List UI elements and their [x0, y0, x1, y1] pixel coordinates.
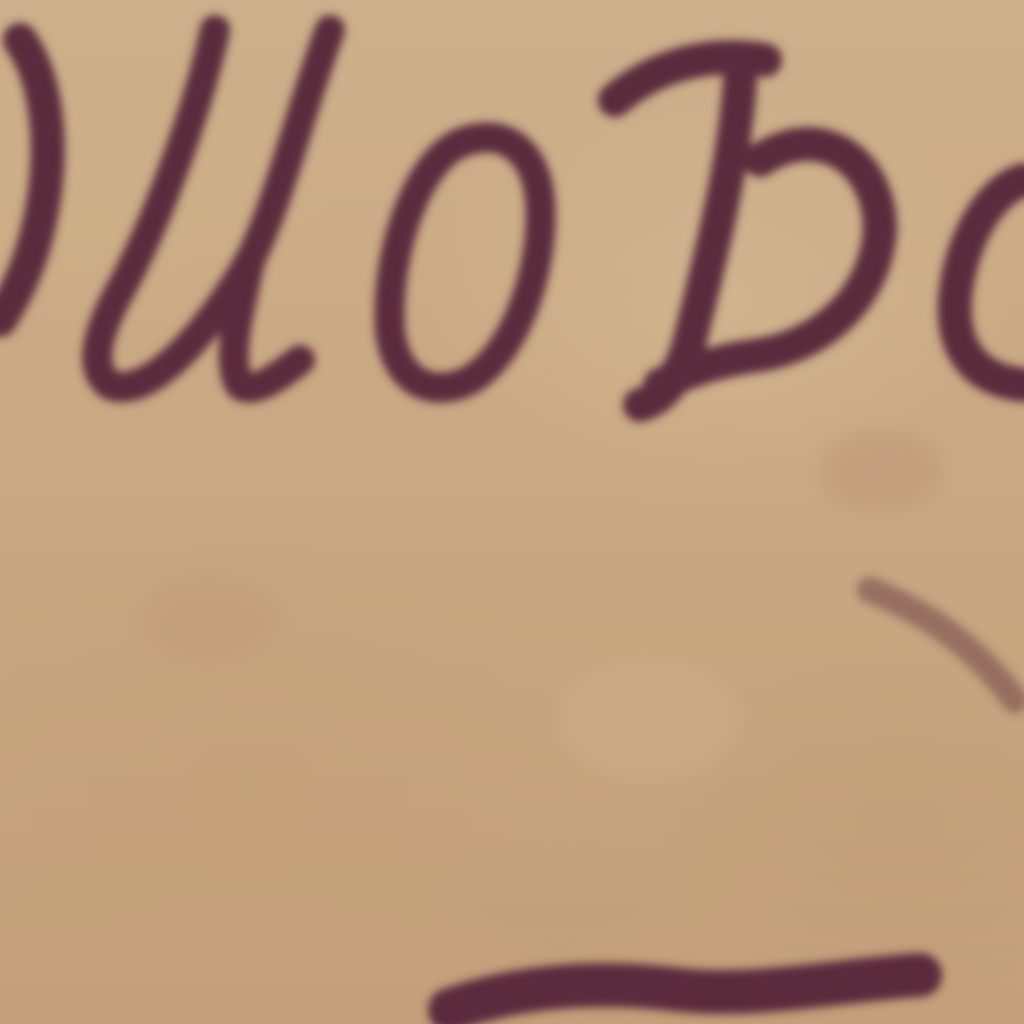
paper-stains [140, 430, 940, 950]
glyph-D [615, 57, 880, 405]
faint-stroke [870, 590, 1015, 700]
glyph-partial-left [0, 40, 48, 320]
glyph-next-line [450, 975, 920, 1010]
glyph-o [390, 138, 541, 388]
glyph-partial-right [955, 180, 1024, 385]
glyph-u [97, 30, 330, 388]
